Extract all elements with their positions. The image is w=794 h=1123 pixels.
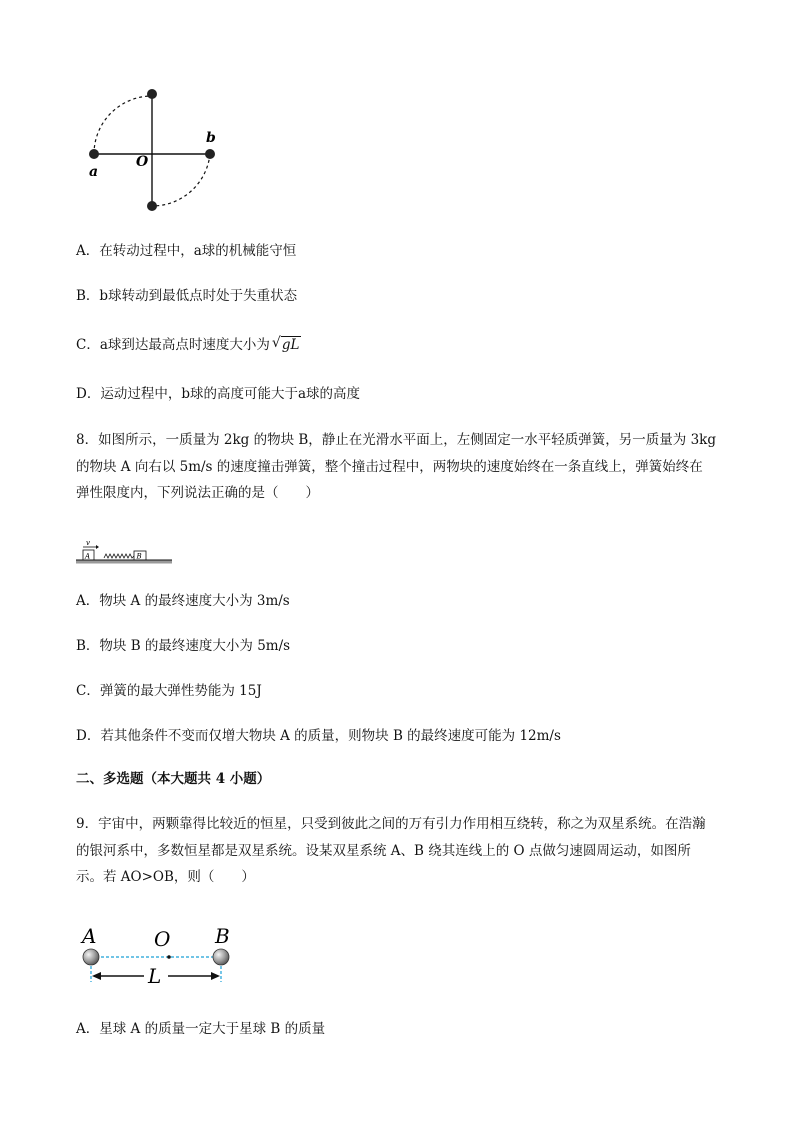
option-letter: A． xyxy=(76,243,100,259)
ball-a xyxy=(89,149,99,159)
option-letter: D． xyxy=(76,386,101,402)
q7-option-c xyxy=(76,336,301,354)
rotating-rod-figure xyxy=(80,82,230,222)
option-text: 运动过程中，b球的高度可能大于a球的高度 xyxy=(100,386,361,402)
star-a xyxy=(83,949,99,965)
label-o: O xyxy=(136,154,149,170)
dim-arrowhead-right xyxy=(211,972,220,980)
q8-option-b xyxy=(76,637,290,655)
center-point xyxy=(167,955,171,959)
option-letter: A． xyxy=(76,593,100,609)
label-v: v xyxy=(86,539,90,547)
dashed-arc-lower-right xyxy=(152,154,210,206)
dashed-arc-upper-left xyxy=(94,96,152,154)
star-b xyxy=(213,949,229,965)
option-letter: B． xyxy=(76,638,100,654)
binary-star-figure xyxy=(78,924,238,988)
option-text: 物块 A 的最终速度大小为 3m/s xyxy=(99,593,290,609)
option-text: b球转动到最低点时处于失重状态 xyxy=(99,288,298,304)
q9-stem: 9．宇宙中，两颗靠得比较近的恒星，只受到彼此之间的万有引力作用相互绕转，称之为双星系统。在浩瀚的银河系中，多数恒星都是双星系统。设某双星系统 A、B 绕其连线上的 O 点做匀速圆周运动，如图所示。若 AO>OB，则（ ） xyxy=(76,816,706,885)
option-text: 物块 B 的最终速度大小为 5m/s xyxy=(99,638,291,654)
option-text: a球到达最高点时速度大小为 xyxy=(99,337,270,353)
option-text: 弹簧的最大弹性势能为 15J xyxy=(99,683,262,699)
spring xyxy=(104,554,134,558)
option-letter: C． xyxy=(76,337,100,353)
label-a: a xyxy=(89,164,99,180)
dim-arrowhead-left xyxy=(92,972,101,980)
option-text: 星球 A 的质量一定大于星球 B 的质量 xyxy=(99,1021,326,1037)
ball-b xyxy=(205,149,215,159)
option-text: 若其他条件不变而仅增大物块 A 的质量，则物块 B 的最终速度可能为 12m/s xyxy=(100,728,561,744)
sqrt-expression: √ gL xyxy=(271,335,300,353)
option-letter: C． xyxy=(76,683,100,699)
label-length-l: L xyxy=(148,964,162,988)
option-letter: D． xyxy=(76,728,101,744)
q8-stem: 8．如图所示，一质量为 2kg 的物块 B，静止在光滑水平面上，左侧固定一水平轻质弹簧，另一质量为 3kg 的物块 A 向右以 5m/s 的速度撞击弹簧，整个撞击过程中，两物块的速度始终在一条直线上，弹簧始终在弹性限度内，下列说法正确的是（ ） xyxy=(76,432,716,501)
ball-bottom xyxy=(147,201,157,211)
q7-option-b xyxy=(76,287,297,305)
label-b: b xyxy=(206,130,216,146)
section-heading: 二、多选题（本大题共 4 小题） xyxy=(76,771,271,787)
label-block-b: B xyxy=(136,552,142,561)
label-block-a: A xyxy=(85,552,91,561)
option-text: 在转动过程中，a球的机械能守恒 xyxy=(99,243,297,259)
q7-option-a xyxy=(76,242,296,260)
q7-option-d xyxy=(76,385,360,403)
velocity-arrowhead xyxy=(96,545,99,549)
q8-option-d xyxy=(76,727,561,745)
ground-hatch xyxy=(76,561,172,564)
q8-option-a xyxy=(76,592,290,610)
q8-option-c xyxy=(76,682,262,700)
ball-top xyxy=(147,89,157,99)
spring-blocks-figure xyxy=(76,538,176,568)
option-letter: B． xyxy=(76,288,100,304)
option-letter: A． xyxy=(76,1021,100,1037)
sqrt-radicand: gL xyxy=(281,337,300,353)
label-center-o: O xyxy=(154,927,171,951)
label-star-a: A xyxy=(82,924,97,948)
label-star-b: B xyxy=(215,924,230,948)
q9-option-a xyxy=(76,1020,325,1038)
